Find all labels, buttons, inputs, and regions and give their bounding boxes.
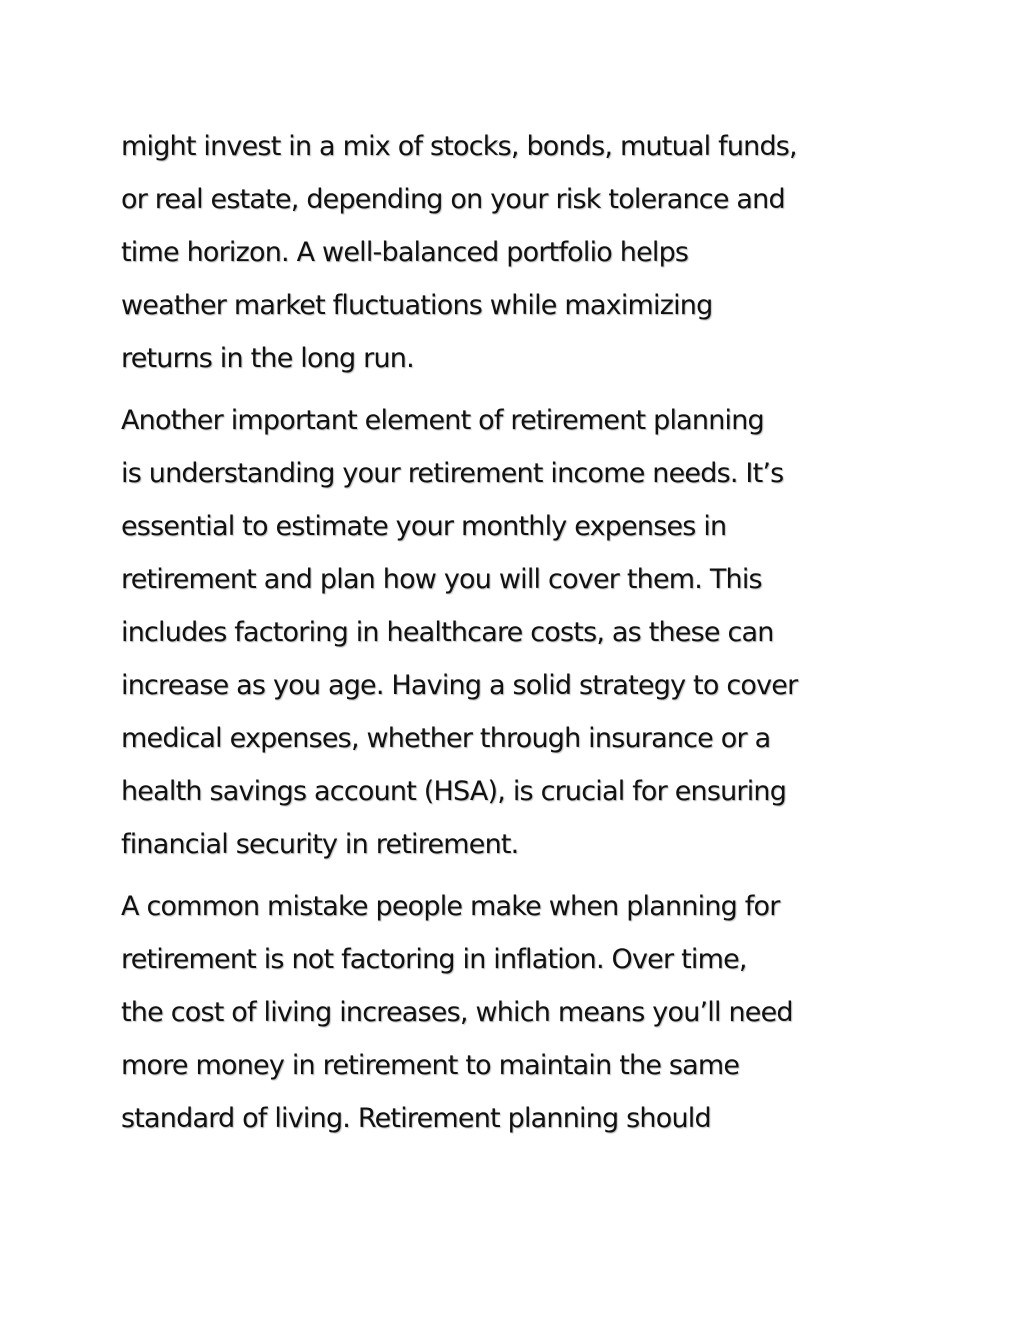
text-line: Another important element of retirement planning [121, 405, 764, 436]
text-line: medical expenses, whether through insurance or a [121, 723, 771, 754]
text-line: more money in retirement to maintain the same [121, 1050, 740, 1081]
text-line: health savings account (HSA), is crucial for ensuring [121, 776, 787, 807]
text-line: returns in the long run. [121, 343, 414, 374]
text-line: weather market fluctuations while maximizing [121, 290, 713, 321]
paragraph-income-needs [121, 394, 921, 871]
text-line: the cost of living increases, which means you’ll need [121, 997, 793, 1028]
text-line: essential to estimate your monthly expenses in [121, 511, 727, 542]
text-line: includes factoring in healthcare costs, as these can [121, 617, 774, 648]
paragraph-portfolio [121, 120, 921, 385]
text-line: time horizon. A well-balanced portfolio helps [121, 237, 689, 268]
text-line: A common mistake people make when planning for [121, 891, 780, 922]
text-line: financial security in retirement. [121, 829, 519, 860]
text-line: retirement is not factoring in inflation. Over time, [121, 944, 747, 975]
paragraph-inflation [121, 880, 921, 1145]
text-line: or real estate, depending on your risk tolerance and [121, 184, 785, 215]
text-line: is understanding your retirement income needs. It’s [121, 458, 784, 489]
text-line: standard of living. Retirement planning should [121, 1103, 711, 1134]
text-line: might invest in a mix of stocks, bonds, mutual funds, [121, 131, 797, 162]
text-line: retirement and plan how you will cover them. This [121, 564, 762, 595]
body-text [121, 120, 921, 1154]
text-line: increase as you age. Having a solid strategy to cover [121, 670, 798, 701]
